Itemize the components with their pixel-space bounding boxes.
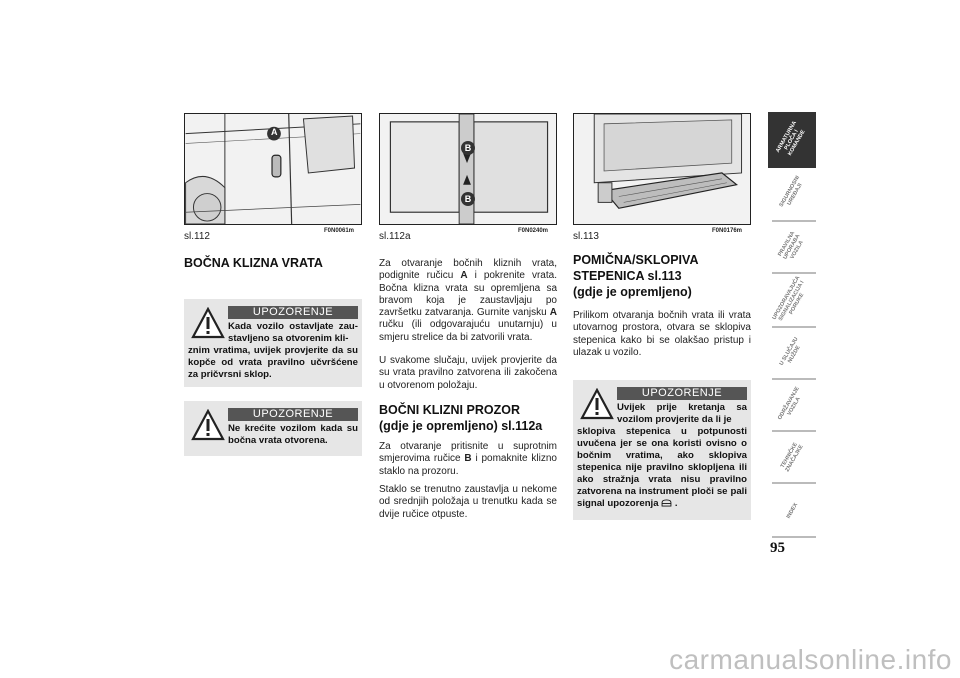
tab-divider xyxy=(772,326,816,328)
tab-label: SIGURNOSNI UREĐAJI xyxy=(778,174,804,209)
figure-label: sl.112 xyxy=(184,231,210,242)
tab-pravilna-uporaba[interactable] xyxy=(768,224,816,270)
figure-code: F0N0061m xyxy=(324,228,355,234)
text-run: Za otvaranje pritisnite u suprotnim smjerovima ručice xyxy=(379,441,557,465)
tab-label: U SLUČAJU NUŽDE xyxy=(778,336,802,367)
section-heading xyxy=(379,402,557,434)
figure-label: sl.112a xyxy=(379,231,411,242)
warning-title: UPOZORENJE xyxy=(617,387,747,400)
page-number: 95 xyxy=(770,540,785,556)
warning-text xyxy=(188,321,358,381)
tab-armaturna-ploca[interactable] xyxy=(768,112,816,168)
text-bold: A xyxy=(460,270,468,282)
warning-text xyxy=(188,423,358,447)
figure-code: F0N0176m xyxy=(712,228,743,234)
heading-line: (gdje je opremljeno) xyxy=(573,285,692,299)
text-bold: A xyxy=(549,307,557,319)
tab-divider xyxy=(772,378,816,380)
tab-label: PRAVILNA UPORABA VOZILA xyxy=(777,230,805,261)
warning-box xyxy=(184,299,362,387)
section-heading xyxy=(573,252,751,300)
tab-divider xyxy=(772,482,816,484)
warning-title: UPOZORENJE xyxy=(228,306,358,319)
text-run: i pokrenite vrata. Bočna klizna vrata su opremljena sa bravom koja je zaustavljaju po završetku zatvaranja. Gurnite vanjsku xyxy=(379,270,557,319)
paragraph: Prilikom otvaranja bočnih vrata ili vrata utovarnog prostora, otvara se sklopiva stepenica kako bi se olakšao pristup i ulazak u vozilo. xyxy=(573,310,751,358)
tab-index[interactable] xyxy=(768,488,816,534)
tab-tehnicke-znacajke[interactable] xyxy=(768,434,816,480)
text-run: Za otvaranje bočnih kliznih vrata, podignite ručicu xyxy=(379,258,557,282)
tab-divider xyxy=(772,272,816,274)
warning-text-rest: znim vratima, uvijek provjerite da su kopče od vrata pravilno učvršćene za pričvrsni sklop. xyxy=(188,345,358,380)
warning-box xyxy=(184,401,362,456)
warning-text xyxy=(577,402,747,510)
paragraph xyxy=(379,258,557,344)
warning-box xyxy=(573,380,751,520)
figure-folding-step xyxy=(573,113,751,225)
text-run: i pomaknite klizno staklo na prozoru. xyxy=(379,453,557,477)
figure-code: F0N0240m xyxy=(518,228,549,234)
figure-sliding-door xyxy=(184,113,362,225)
step-warning-icon xyxy=(661,499,672,507)
figure-sliding-window xyxy=(379,113,557,225)
warning-text-lead: Uvijek prije kretanja sa vozilom provjerite da li je xyxy=(617,402,747,425)
tab-label: ODRŽAVANJE VOZILA xyxy=(777,385,803,422)
tab-u-slucaju-nuzde[interactable] xyxy=(768,330,816,376)
figure-sliding-window-drawing xyxy=(380,114,556,224)
tab-label: UPOZORAVAJUĆA SIGNALIZACIJA I PORUKE xyxy=(771,275,806,322)
heading-line: POMIČNA/SKLOPIVA xyxy=(573,253,699,267)
figure-folding-step-drawing xyxy=(574,114,750,224)
section-heading: BOČNA KLIZNA VRATA xyxy=(184,256,323,270)
tab-label: INDEX xyxy=(785,502,799,520)
callout-b-bottom: B xyxy=(461,192,475,206)
tab-sigurnosni-uredaji[interactable] xyxy=(768,170,816,216)
heading-line: (gdje je opremljeno) sl.112a xyxy=(379,419,543,433)
warning-text-lead: Ne krećite vozilom kada su bočna vrata otvorena. xyxy=(228,423,358,446)
callout-b-top: B xyxy=(461,141,475,155)
paragraph xyxy=(379,441,557,478)
watermark: carmanualsonline.info xyxy=(669,644,952,675)
tab-divider xyxy=(772,536,816,538)
tab-divider xyxy=(772,430,816,432)
warning-text-period: . xyxy=(674,498,678,509)
warning-text-lead: Kada vozilo ostavljate zau-stavljeno sa otvorenim kli- xyxy=(228,321,358,344)
tab-label: ARMATURNA PLOČA I KOMANDE xyxy=(775,120,807,157)
warning-text-rest: sklopiva stepenica u potpunosti uvučena jer se ona koristi ovisno o bočnim vratima, ako sklopiva stepenica nije pravilno sklopljena ili ako stražnja vrata nisu pravilno zatvorena na instrument ploči se pali signal upozorenja xyxy=(577,426,747,509)
paragraph: Staklo se trenutno zaustavlja u nekome od srednjih položaja u trenutku kada se dvije ručice otpuste. xyxy=(379,484,557,520)
warning-title: UPOZORENJE xyxy=(228,408,358,421)
heading-line: BOČNI KLIZNI PROZOR xyxy=(379,403,520,417)
tab-divider xyxy=(772,220,816,222)
paragraph: U svakome slučaju, uvijek provjerite da su vrata pravilno zatvorena ili zakočena u otvorenom položaju. xyxy=(379,355,557,391)
tab-label: TEHNIČKE ZNAČAJKE xyxy=(779,441,805,473)
figure-label: sl.113 xyxy=(573,231,599,242)
text-run: ručku (ili odgovarajuću unutarnju) u smjeru strelice da bi zatvorili vrata. xyxy=(379,319,557,343)
tab-odrzavanje-vozila[interactable] xyxy=(768,382,816,428)
heading-line: STEPENICA sl.113 xyxy=(573,269,682,283)
text-bold: B xyxy=(464,453,472,465)
callout-a: A xyxy=(271,127,278,137)
tab-upozoravajuca-signalizacija[interactable] xyxy=(768,275,816,324)
